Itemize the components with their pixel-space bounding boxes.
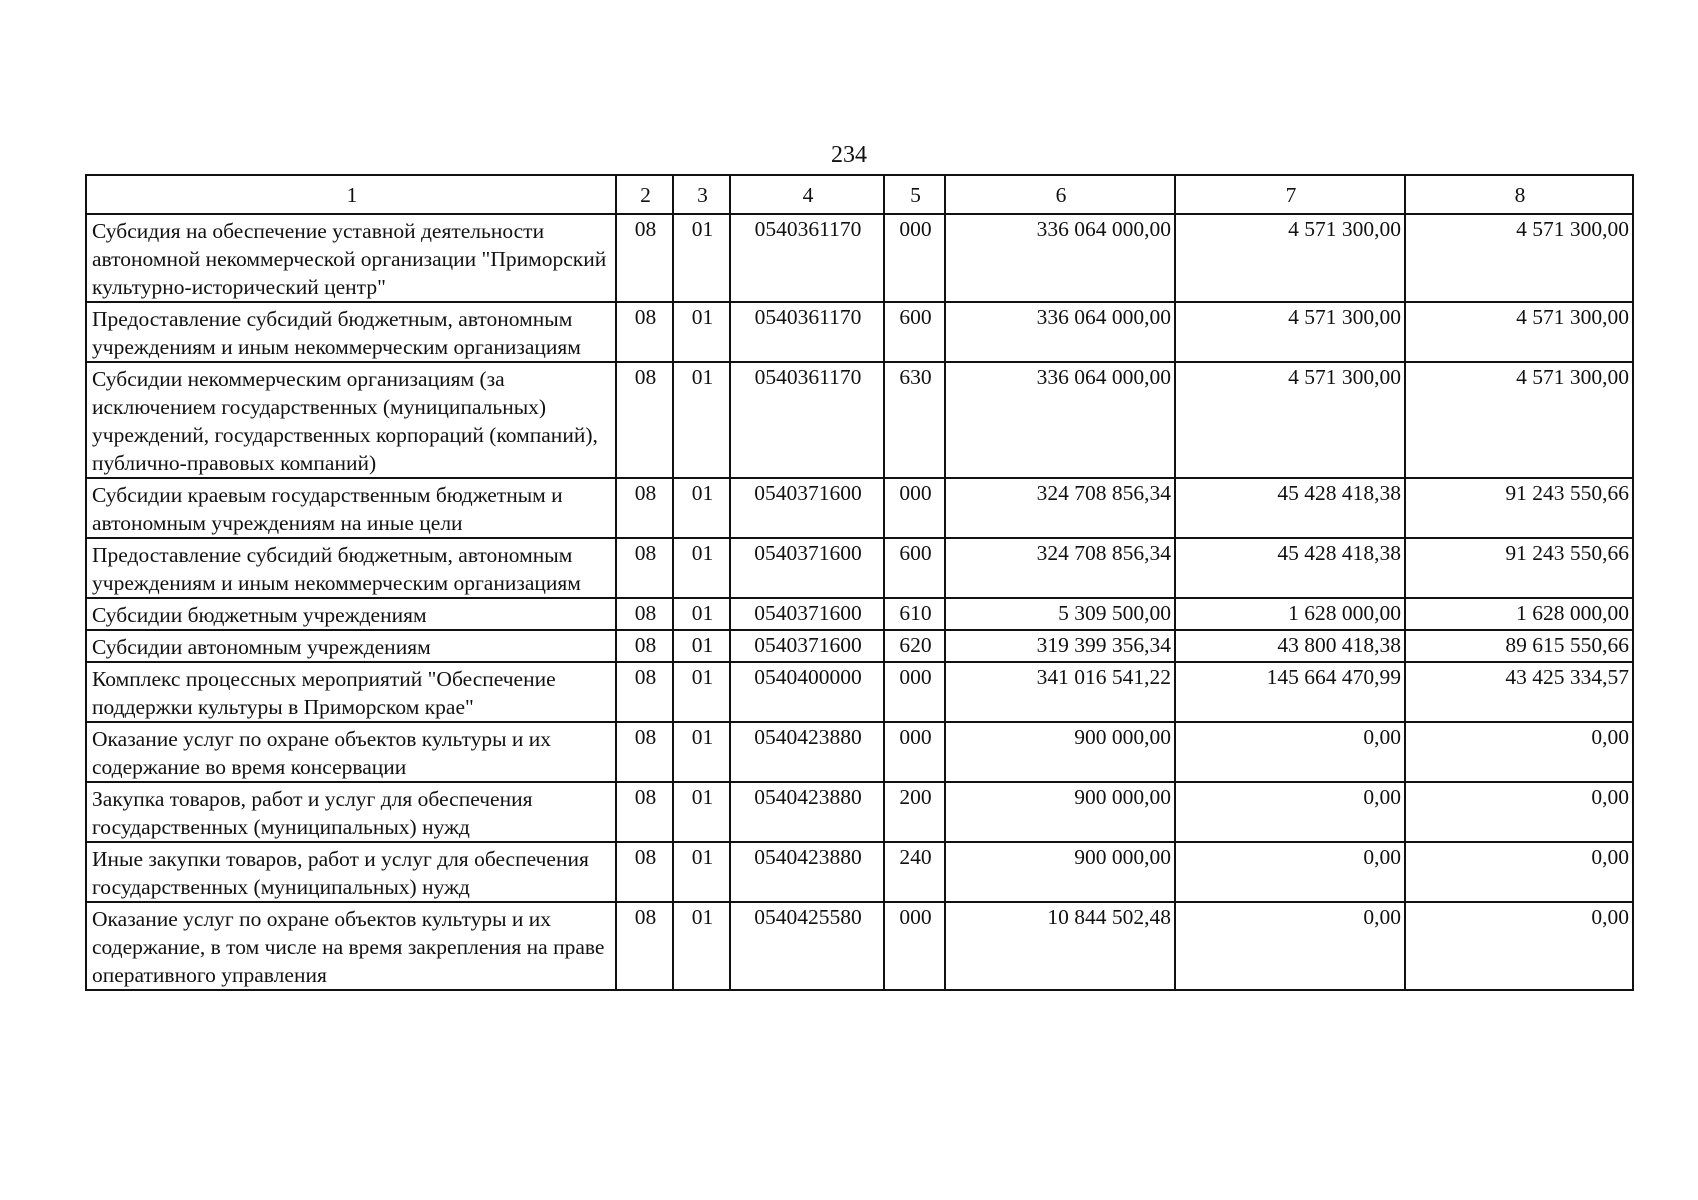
amount-col-8: 91 243 550,66 <box>1405 538 1633 598</box>
header-row <box>86 175 1633 214</box>
subsection-code: 01 <box>673 478 730 538</box>
amount-col-7: 0,00 <box>1175 902 1405 990</box>
subsection-code: 01 <box>673 630 730 662</box>
expense-type-code: 240 <box>884 842 945 902</box>
expense-type-code: 630 <box>884 362 945 478</box>
target-article-code: 0540423880 <box>730 722 884 782</box>
target-article-code: 0540423880 <box>730 782 884 842</box>
header-cell-3: 3 <box>673 175 730 214</box>
table-row <box>86 630 1633 662</box>
target-article-code: 0540371600 <box>730 630 884 662</box>
section-code: 08 <box>616 902 673 990</box>
amount-col-6: 900 000,00 <box>945 782 1175 842</box>
section-code: 08 <box>616 842 673 902</box>
amount-col-6: 319 399 356,34 <box>945 630 1175 662</box>
target-article-code: 0540361170 <box>730 214 884 302</box>
header-cell-2: 2 <box>616 175 673 214</box>
expense-type-code: 600 <box>884 302 945 362</box>
table-row <box>86 538 1633 598</box>
row-name: Субсидии бюджетным учреждениям <box>86 598 616 630</box>
header-cell-7: 7 <box>1175 175 1405 214</box>
section-code: 08 <box>616 598 673 630</box>
table-row <box>86 722 1633 782</box>
table-row <box>86 478 1633 538</box>
amount-col-8: 4 571 300,00 <box>1405 302 1633 362</box>
header-cell-6: 6 <box>945 175 1175 214</box>
target-article-code: 0540425580 <box>730 902 884 990</box>
expense-type-code: 000 <box>884 214 945 302</box>
amount-col-8: 89 615 550,66 <box>1405 630 1633 662</box>
section-code: 08 <box>616 662 673 722</box>
expense-type-code: 000 <box>884 662 945 722</box>
section-code: 08 <box>616 478 673 538</box>
target-article-code: 0540371600 <box>730 538 884 598</box>
table-row <box>86 902 1633 990</box>
subsection-code: 01 <box>673 662 730 722</box>
expense-type-code: 000 <box>884 722 945 782</box>
amount-col-6: 324 708 856,34 <box>945 538 1175 598</box>
target-article-code: 0540371600 <box>730 478 884 538</box>
amount-col-8: 0,00 <box>1405 902 1633 990</box>
row-name: Субсидии некоммерческим организациям (за исключением государственных (муниципальных) учреждений, государственных корпораций (компаний), публично-правовых компаний) <box>86 362 616 478</box>
section-code: 08 <box>616 214 673 302</box>
amount-col-7: 145 664 470,99 <box>1175 662 1405 722</box>
target-article-code: 0540361170 <box>730 302 884 362</box>
table-row <box>86 662 1633 722</box>
amount-col-7: 4 571 300,00 <box>1175 362 1405 478</box>
header-cell-4: 4 <box>730 175 884 214</box>
amount-col-8: 91 243 550,66 <box>1405 478 1633 538</box>
budget-table <box>85 174 1634 991</box>
table-row <box>86 214 1633 302</box>
amount-col-7: 0,00 <box>1175 842 1405 902</box>
amount-col-7: 45 428 418,38 <box>1175 538 1405 598</box>
target-article-code: 0540400000 <box>730 662 884 722</box>
amount-col-8: 0,00 <box>1405 842 1633 902</box>
amount-col-8: 4 571 300,00 <box>1405 362 1633 478</box>
row-name: Комплекс процессных мероприятий "Обеспечение поддержки культуры в Приморском крае" <box>86 662 616 722</box>
row-name: Субсидии автономным учреждениям <box>86 630 616 662</box>
section-code: 08 <box>616 362 673 478</box>
amount-col-7: 4 571 300,00 <box>1175 302 1405 362</box>
table-row <box>86 302 1633 362</box>
expense-type-code: 200 <box>884 782 945 842</box>
subsection-code: 01 <box>673 902 730 990</box>
row-name: Субсидия на обеспечение уставной деятельности автономной некоммерческой организации "Приморский культурно-исторический центр" <box>86 214 616 302</box>
subsection-code: 01 <box>673 302 730 362</box>
expense-type-code: 620 <box>884 630 945 662</box>
expense-type-code: 610 <box>884 598 945 630</box>
amount-col-7: 43 800 418,38 <box>1175 630 1405 662</box>
expense-type-code: 000 <box>884 902 945 990</box>
amount-col-7: 4 571 300,00 <box>1175 214 1405 302</box>
header-cell-8: 8 <box>1405 175 1633 214</box>
table-row <box>86 782 1633 842</box>
amount-col-8: 0,00 <box>1405 722 1633 782</box>
subsection-code: 01 <box>673 362 730 478</box>
amount-col-6: 324 708 856,34 <box>945 478 1175 538</box>
subsection-code: 01 <box>673 722 730 782</box>
subsection-code: 01 <box>673 598 730 630</box>
table-row <box>86 598 1633 630</box>
section-code: 08 <box>616 630 673 662</box>
subsection-code: 01 <box>673 842 730 902</box>
page-number: 234 <box>831 142 867 168</box>
row-name: Субсидии краевым государственным бюджетным и автономным учреждениям на иные цели <box>86 478 616 538</box>
amount-col-7: 45 428 418,38 <box>1175 478 1405 538</box>
amount-col-8: 43 425 334,57 <box>1405 662 1633 722</box>
subsection-code: 01 <box>673 538 730 598</box>
row-name: Оказание услуг по охране объектов культуры и их содержание, в том числе на время закрепления на праве оперативного управления <box>86 902 616 990</box>
row-name: Иные закупки товаров, работ и услуг для обеспечения государственных (муниципальных) нужд <box>86 842 616 902</box>
amount-col-6: 5 309 500,00 <box>945 598 1175 630</box>
header-cell-5: 5 <box>884 175 945 214</box>
row-name: Оказание услуг по охране объектов культуры и их содержание во время консервации <box>86 722 616 782</box>
amount-col-8: 1 628 000,00 <box>1405 598 1633 630</box>
target-article-code: 0540423880 <box>730 842 884 902</box>
amount-col-7: 0,00 <box>1175 782 1405 842</box>
amount-col-6: 336 064 000,00 <box>945 214 1175 302</box>
section-code: 08 <box>616 302 673 362</box>
amount-col-8: 4 571 300,00 <box>1405 214 1633 302</box>
amount-col-7: 0,00 <box>1175 722 1405 782</box>
amount-col-6: 336 064 000,00 <box>945 302 1175 362</box>
subsection-code: 01 <box>673 782 730 842</box>
expense-type-code: 600 <box>884 538 945 598</box>
table-row <box>86 842 1633 902</box>
amount-col-6: 900 000,00 <box>945 842 1175 902</box>
section-code: 08 <box>616 722 673 782</box>
section-code: 08 <box>616 538 673 598</box>
target-article-code: 0540361170 <box>730 362 884 478</box>
expense-type-code: 000 <box>884 478 945 538</box>
amount-col-8: 0,00 <box>1405 782 1633 842</box>
amount-col-7: 1 628 000,00 <box>1175 598 1405 630</box>
section-code: 08 <box>616 782 673 842</box>
row-name: Закупка товаров, работ и услуг для обеспечения государственных (муниципальных) нужд <box>86 782 616 842</box>
target-article-code: 0540371600 <box>730 598 884 630</box>
amount-col-6: 336 064 000,00 <box>945 362 1175 478</box>
row-name: Предоставление субсидий бюджетным, автономным учреждениям и иным некоммерческим организациям <box>86 302 616 362</box>
table-row <box>86 362 1633 478</box>
subsection-code: 01 <box>673 214 730 302</box>
amount-col-6: 900 000,00 <box>945 722 1175 782</box>
header-cell-1: 1 <box>86 175 616 214</box>
amount-col-6: 10 844 502,48 <box>945 902 1175 990</box>
row-name: Предоставление субсидий бюджетным, автономным учреждениям и иным некоммерческим организациям <box>86 538 616 598</box>
amount-col-6: 341 016 541,22 <box>945 662 1175 722</box>
